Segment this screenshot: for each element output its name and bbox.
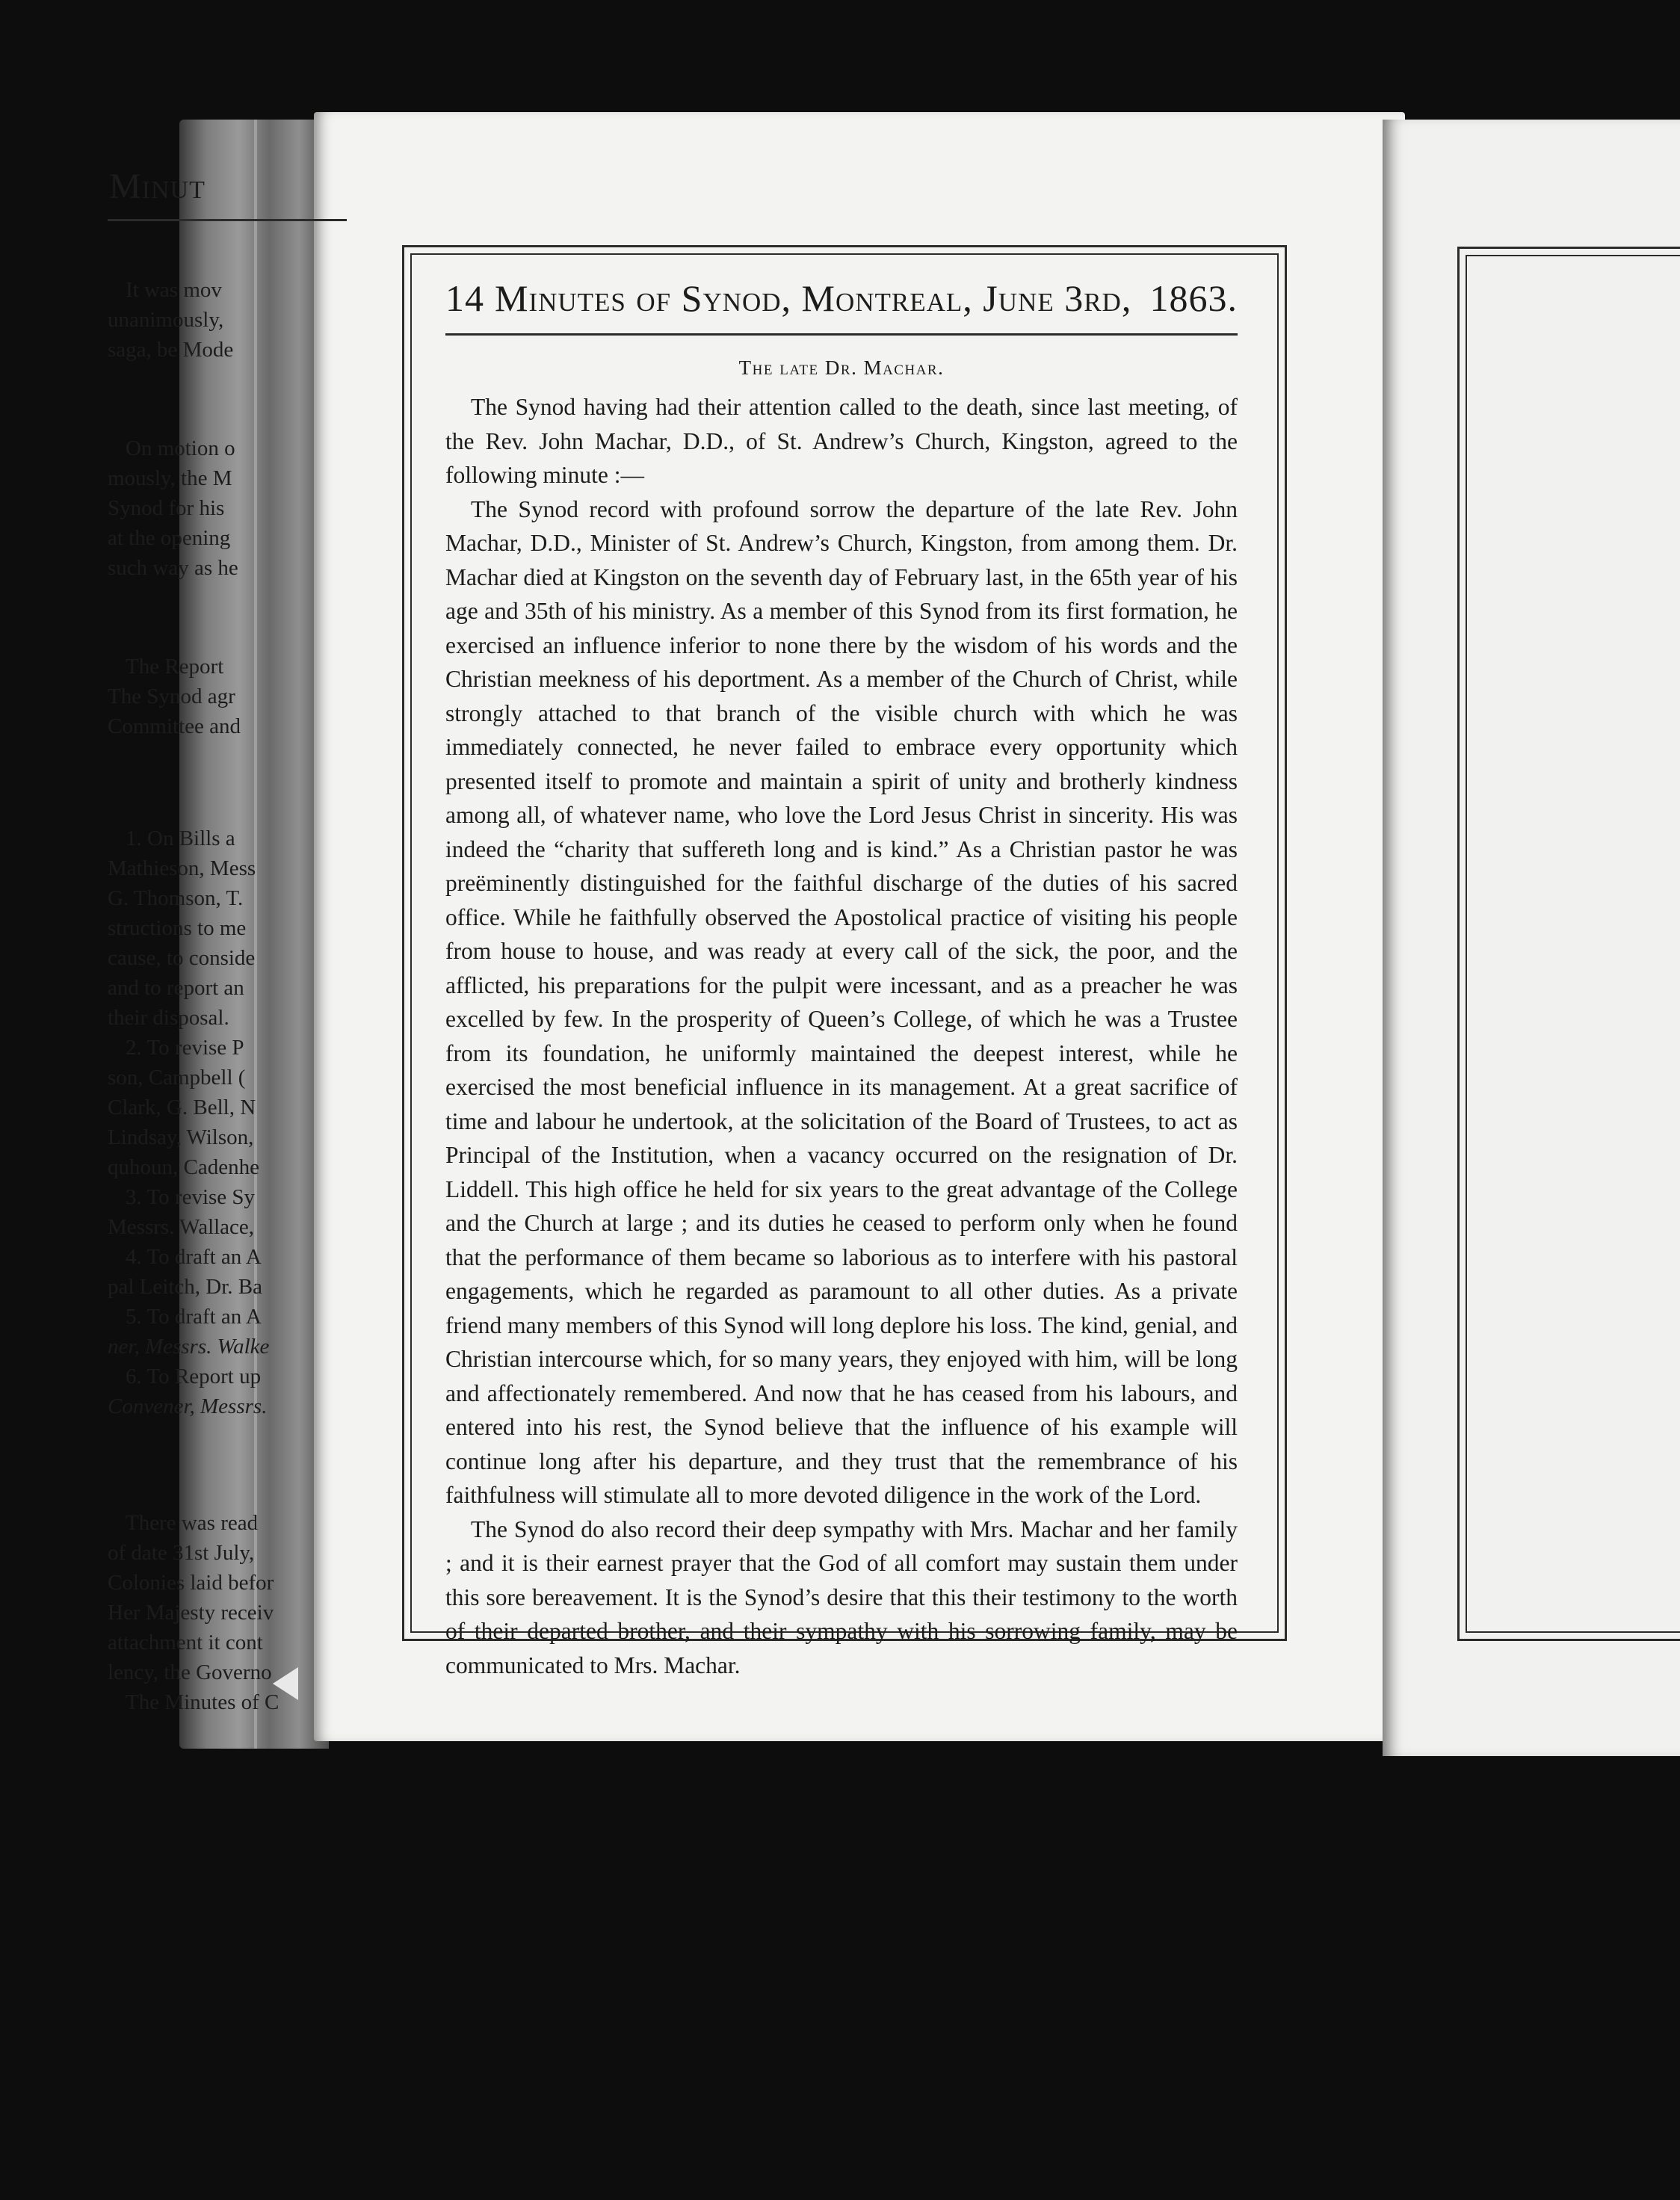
right-page-border-frame [1457, 247, 1680, 1641]
section-title: The late Dr. Machar. [738, 356, 945, 379]
text-line: Committee and [108, 714, 241, 738]
text-line: Messrs. Wallace, [108, 1215, 255, 1239]
text-line: Her Majesty receiv [108, 1601, 274, 1625]
text-line: structions to me [108, 916, 247, 940]
text-line: 6. To Report up [126, 1365, 262, 1388]
text-line: pal Leitch, Dr. Ba [108, 1275, 262, 1299]
running-title: Minutes of Synod, Montreal, June 3rd, [495, 277, 1132, 319]
right-block-2 [108, 433, 347, 583]
text-line: On motion o [126, 436, 235, 460]
text-line: of date 31st July, [108, 1541, 255, 1565]
text-line: at the opening [108, 526, 231, 550]
text-line: saga, be Mode [108, 338, 234, 362]
text-line: 3. To revise Sy [126, 1185, 256, 1209]
page-number: 14 [445, 277, 484, 319]
text-line: Mathieson, Mess [108, 856, 256, 880]
text-line: The Report [126, 655, 224, 679]
left-page-content [445, 276, 1238, 1682]
right-page [1383, 120, 1680, 1756]
text-line: 2. To revise P [126, 1036, 244, 1060]
text-line: such way as he [108, 556, 238, 580]
right-block-5 [108, 1508, 347, 1717]
text-line: The Synod agr [108, 685, 235, 708]
right-running-title: Minut [108, 152, 347, 221]
text-line: Lindsay, Wilson, [108, 1125, 254, 1149]
text-line: Clark, G. Bell, N [108, 1096, 256, 1119]
text-line: quhoun, Cadenhe [108, 1155, 259, 1179]
text-line: The Minutes of C [126, 1690, 280, 1714]
text-line: 4. To draft an A [126, 1245, 262, 1269]
text-line: G. Thomson, T. [108, 886, 244, 910]
text-line: Convener, Messrs. [108, 1394, 268, 1418]
text-line: There was read [126, 1511, 259, 1535]
text-line: son, Campbell ( [108, 1066, 246, 1090]
page-corner-tab [273, 1667, 298, 1700]
text-line: 1. On Bills a [126, 826, 235, 850]
text-line: mously, the M [108, 466, 232, 490]
left-page [314, 112, 1405, 1741]
text-line: attachment it cont [108, 1631, 263, 1654]
text-line: unanimously, [108, 308, 224, 332]
text-line: Colonies laid befor [108, 1571, 274, 1595]
text-line: cause, to conside [108, 946, 256, 970]
right-block-1 [108, 275, 347, 365]
text-line: Synod for his [108, 496, 225, 520]
paragraph-intro: The Synod having had their attention called to the death, since last meeting, of the Rev. John Machar, D.D., of St. Andrew’s Church, Kingston, agreed to the following minute :— [445, 394, 1238, 488]
text-line: their disposal. [108, 1006, 229, 1030]
paragraph-sympathy: The Synod do also record their deep sympathy with Mrs. Machar and her family ; and it is their earnest prayer that the God of all comfort may sustain them under this sore bereavement. It is the Synod’s desire that this their testimony to the worth of their departed brother, and their sympathy with his sorrowing family, may be communicated to Mrs. Machar. [445, 1515, 1238, 1678]
text-line: 5. To draft an A [126, 1305, 262, 1329]
text-line: It was mov [126, 278, 222, 302]
text-line: and to report an [108, 976, 244, 1000]
running-head [445, 276, 1238, 336]
text-line: ner, Messrs. Walke [108, 1335, 270, 1359]
paragraph-minute: The Synod record with profound sorrow the departure of the late Rev. John Machar, D.D., Minister of St. Andrew’s Church, Kingston, from among them. Dr. Machar died at Kingston on the seventh day of February last, in the 65th year of his age and 35th of his ministry. As a member of this Synod from its first formation, he exercised an influence inferior to none there by the wisdom of his words and the Christian meekness of his deportment. As a member of the Church of Christ, while strongly attached to that branch of the visible church with which he was immediately connected, he never failed to embrace every opportunity which presented itself to promote and maintain a spirit of unity and brotherly kindness among all, of whatever name, who love the Lord Jesus Christ in sincerity. His was indeed the “charity that suffereth long and is kind.” As a Christian pastor he was preëminently distinguished for the faithful discharge of the duties of his sacred office. While he faithfully observed the Apostolical practice of visiting his people from house to house, and was ready at every call of the sick, the poor, and the afflicted, his preparations for the pulpit were incessant, and as a preacher he was excelled by few. In the prosperity of Queen’s College, of which he was a Trustee from its foundation, he uniformly maintained the deepest interest, while he exercised the most beneficial influence in its management. At a great sacrifice of time and labour he undertook, at the solicitation of the Board of Trustees, to act as Principal of the Institution, when a vacancy occurred on the resignation of Dr. Liddell. This high office he held for six years to the great advantage of the College and the Church at large ; and its duties he ceased to perform only when he found that the performance of them became so laborious as to interfere with his pastoral engagements, which he regarded as paramount to all other duties. As a private friend many members of this Synod will long deplore his loss. The kind, genial, and Christian intercourse which, for so many years, they enjoyed with him, will be long and affectionately remembered. And now that he has ceased from his labours, and entered into his rest, the Synod believe that the influence of his example will continue long after his departure, and they trust that the remembrance of his faithfulness will stimulate all to more devoted diligence in the work of the Lord. [445, 495, 1238, 1508]
right-block-committees [108, 824, 347, 1421]
right-block-3 [108, 652, 347, 741]
text-line: lency, the Governo [108, 1660, 272, 1684]
running-year: 1863. [1149, 277, 1238, 319]
right-page-content [108, 152, 347, 1717]
